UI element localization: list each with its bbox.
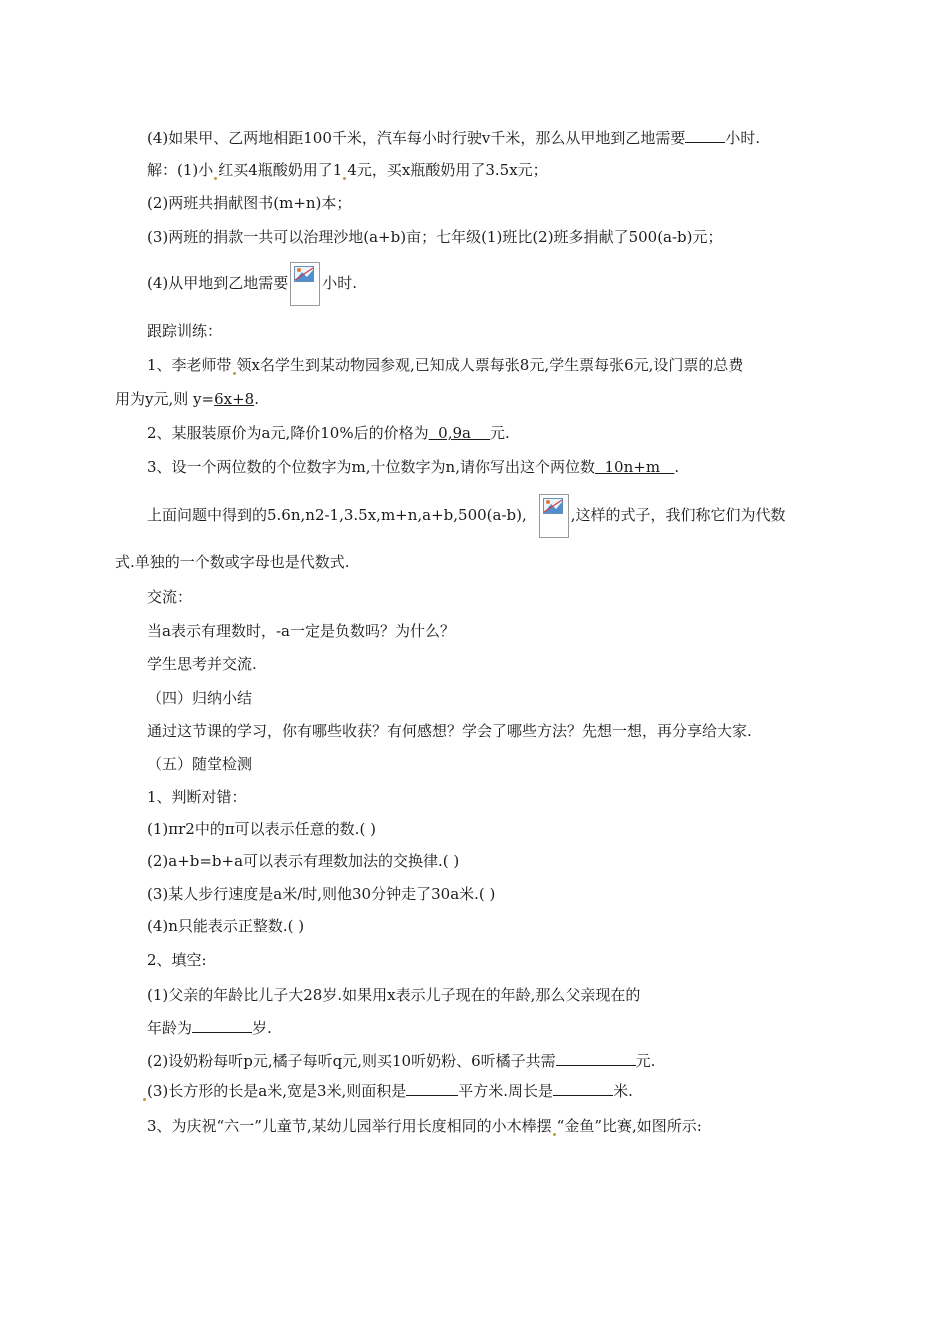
answer-blank: [556, 1051, 636, 1066]
section-heading-exchange: 交流：: [147, 588, 193, 606]
broken-image-icon: [539, 494, 569, 538]
line-solution-4: (4)从甲地到乙地需要 小时.: [147, 262, 357, 306]
line-quiz-3: 3、为庆祝“六一”儿童节,某幼儿园举行用长度相同的小木棒摆 “金鱼”比赛,如图所示:: [147, 1117, 702, 1135]
marker-dot: [233, 372, 236, 375]
line-solution-1: 解：(1)小 红买4瓶酸奶用了1 4元，买x瓶酸奶用了3.5x元；: [147, 161, 548, 179]
line-solution-3: (3)两班的捐款一共可以治理沙地(a+b)亩；七年级(1)班比(2)班多捐献了500(a-b)元；: [147, 228, 723, 246]
line-question-4: (4)如果甲、乙两地相距100千米，汽车每小时行驶v千米，那么从甲地到乙地需要 小时.: [147, 129, 761, 147]
answer-blank: [192, 1018, 252, 1033]
line-exercise-2: 2、某服装原价为a元,降价10%后的价格为 0,9a 元.: [147, 424, 510, 442]
line-tf-3: (3)某人步行速度是a米/时,则他30分钟走了30a米.( ): [147, 885, 496, 903]
answer-blank: [553, 1081, 613, 1096]
line-quiz-fill-in: 2、填空:: [147, 951, 207, 969]
section-heading-tracking-practice: 跟踪训练：: [147, 322, 223, 340]
line-solution-2: (2)两班共捐献图书(m+n)本；: [147, 194, 352, 212]
line-fill-2: (2)设奶粉每听p元,橘子每听q元,则买10听奶粉、6听橘子共需 元.: [147, 1052, 656, 1070]
line-tf-2: (2)a+b=b+a可以表示有理数加法的交换律.( ): [147, 852, 460, 870]
line-summary-prompt: 通过这节课的学习，你有哪些收获？有何感想？学会了哪些方法？先想一想，再分享给大家.: [147, 722, 752, 740]
line-fill-1-cont: 年龄为 岁.: [147, 1019, 272, 1037]
answer-blank: [406, 1081, 458, 1096]
answer-blank: [685, 128, 725, 143]
line-summary-expressions: 上面问题中得到的5.6n,n2-1,3.5x,m+n,a+b,500(a-b), ,这样的式子，我们称它们为代数: [147, 494, 786, 538]
marker-dot: [553, 1133, 556, 1136]
line-quiz-true-false: 1、判断对错：: [147, 788, 247, 806]
line-student-discussion: 学生思考并交流.: [147, 655, 257, 673]
section-heading-summary: （四）归纳小结: [147, 689, 253, 707]
broken-image-icon: [290, 262, 320, 306]
section-heading-quiz: （五）随堂检测: [147, 755, 253, 773]
line-exercise-3: 3、设一个两位数的个位数字为m,十位数字为n,请你写出这个两位数 10n+m .: [147, 458, 680, 476]
marker-dot: [214, 177, 217, 180]
line-fill-3: (3)长方形的长是a米,宽是3米,则面积是 平方米.周长是 米.: [147, 1081, 633, 1101]
line-tf-4: (4)n只能表示正整数.( ): [147, 917, 305, 935]
marker-dot: [143, 1098, 146, 1101]
line-tf-1: (1)πr2中的π可以表示任意的数.( ): [147, 820, 376, 838]
line-question-negative: 当a表示有理数时，-a一定是负数吗？为什么？: [147, 622, 455, 640]
line-exercise-1-cont: 用为y元,则 y=6x+8.: [115, 390, 259, 408]
marker-dot: [343, 177, 346, 180]
line-exercise-1: 1、李老师带 领x名学生到某动物园参观,已知成人票每张8元,学生票每张6元,设门票的总费: [147, 356, 744, 374]
line-definition: 式.单独的一个数或字母也是代数式.: [115, 553, 350, 571]
line-fill-1: (1)父亲的年龄比儿子大28岁.如果用x表示儿子现在的年龄,那么父亲现在的: [147, 986, 641, 1004]
